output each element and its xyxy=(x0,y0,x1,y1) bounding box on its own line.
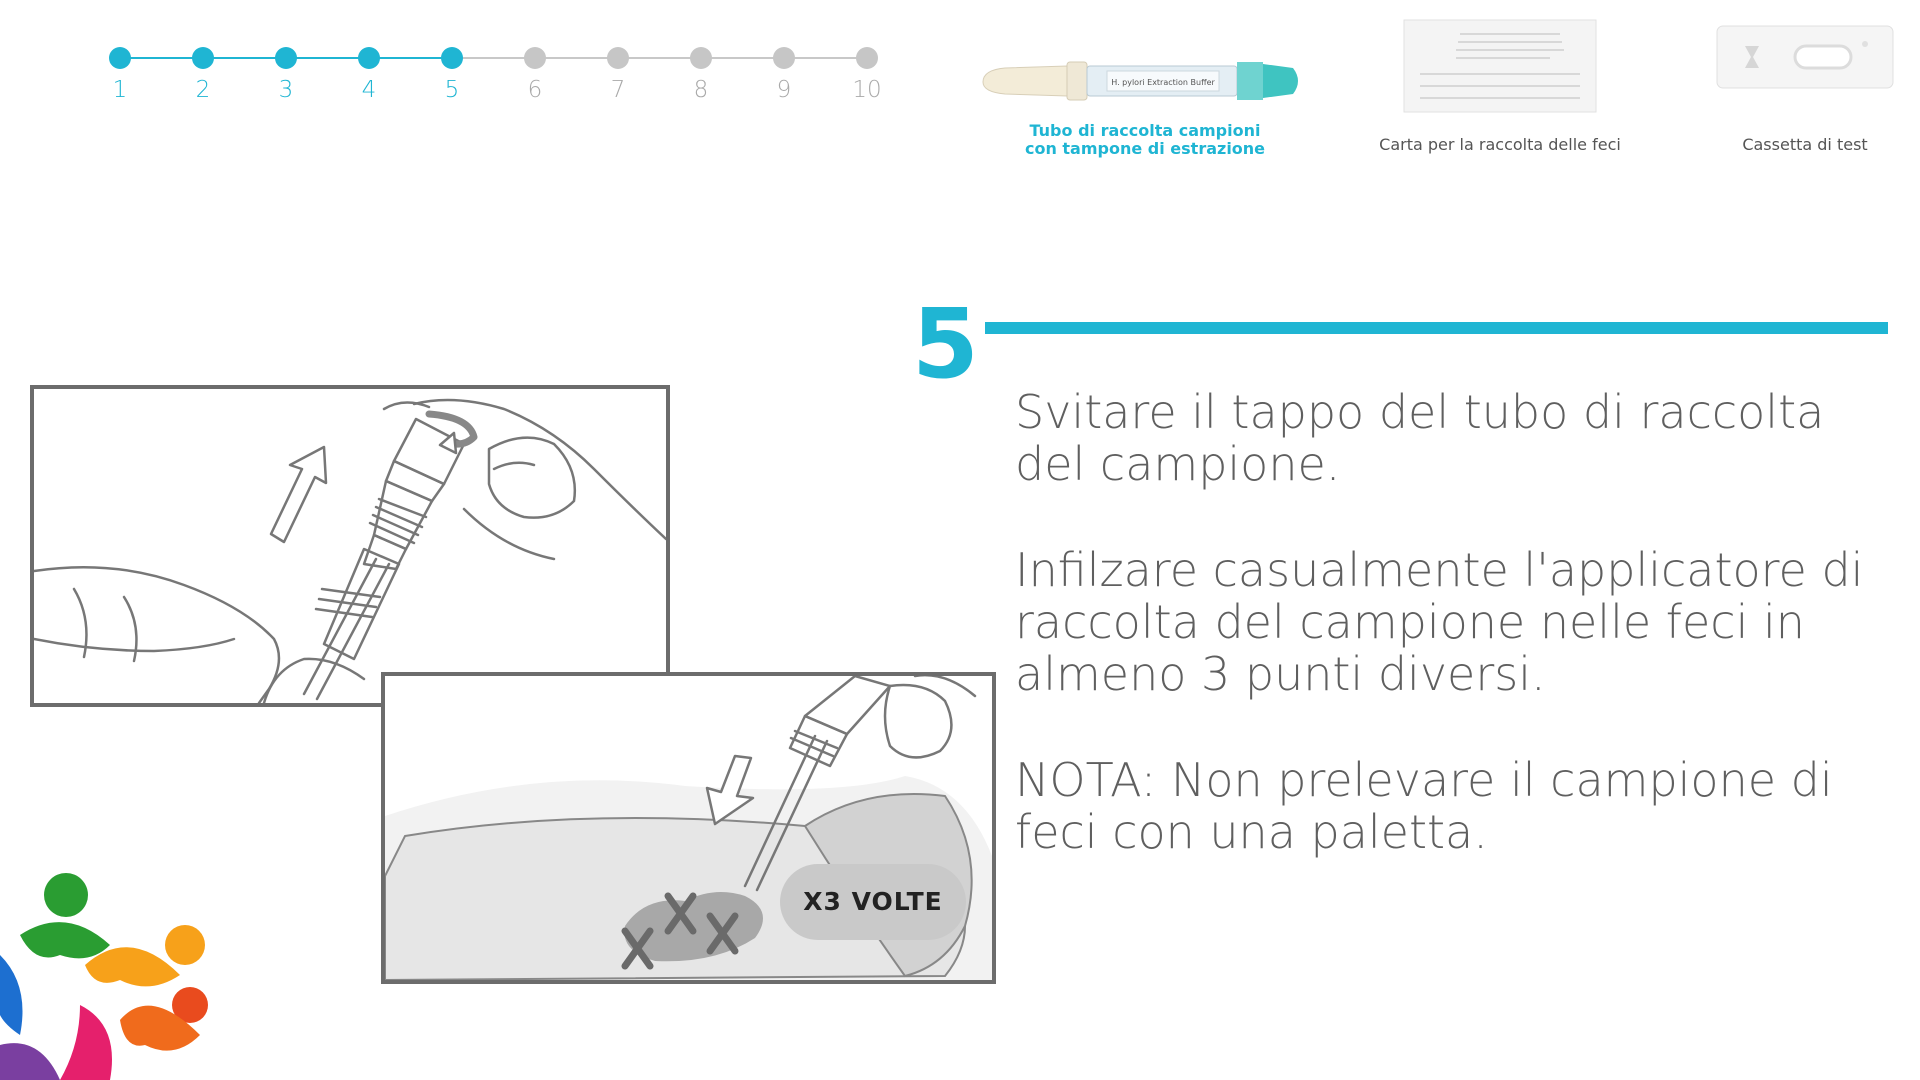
step-dot xyxy=(358,47,380,69)
instruction-text xyxy=(1015,386,1895,912)
step-4[interactable] xyxy=(339,42,399,103)
step-dot xyxy=(275,47,297,69)
step-number-label: 9 xyxy=(776,77,792,103)
sample-tube-icon xyxy=(975,48,1315,108)
tube-label-text: H. pylori Extraction Buffer xyxy=(1111,78,1215,87)
step-10[interactable] xyxy=(837,42,897,103)
test-cassette-icon xyxy=(1715,24,1895,90)
step-number-label: 1 xyxy=(112,77,128,103)
instruction-paragraph: Svitare il tappo del tubo di raccolta del campione. xyxy=(1015,385,1825,491)
repeat-count-badge: X3 VOLTE xyxy=(780,864,966,940)
step-number-label: 4 xyxy=(361,77,377,103)
step-9[interactable] xyxy=(754,42,814,103)
step-number-label: 3 xyxy=(278,77,294,103)
step-dot xyxy=(773,47,795,69)
kit-item-test-cassette[interactable] xyxy=(1700,24,1910,154)
kit-item-label: Carta per la raccolta delle feci xyxy=(1379,135,1621,154)
step-6[interactable] xyxy=(505,42,565,103)
step-dot xyxy=(109,47,131,69)
kit-item-sample-tube[interactable] xyxy=(955,48,1335,158)
kit-item-label: Tubo di raccolta campioni con tampone di estrazione xyxy=(1024,121,1266,158)
illustration-unscrew-cap xyxy=(30,385,670,707)
step-number-label: 10 xyxy=(852,77,882,103)
collection-paper-icon xyxy=(1400,16,1600,116)
step-heading-rule xyxy=(985,322,1888,334)
step-number-label: 2 xyxy=(195,77,211,103)
step-dot xyxy=(607,47,629,69)
instruction-note: NOTA: Non prelevare il campione di feci con una paletta. xyxy=(1015,753,1833,859)
step-number-label: 5 xyxy=(444,77,460,103)
step-3[interactable] xyxy=(256,42,316,103)
progress-stepper xyxy=(96,42,896,112)
step-dot xyxy=(524,47,546,69)
step-number-label: 8 xyxy=(693,77,709,103)
kit-item-label: Cassetta di test xyxy=(1742,135,1868,154)
step-1[interactable] xyxy=(90,42,150,103)
step-dot xyxy=(192,47,214,69)
step-5[interactable] xyxy=(422,42,482,103)
step-heading-number: 5 xyxy=(912,288,979,400)
kit-item-collection-paper[interactable] xyxy=(1355,16,1645,154)
step-dot xyxy=(856,47,878,69)
unscrew-cap-drawing xyxy=(34,389,666,703)
instruction-paragraph: Infilzare casualmente l'applicatore di raccolta del campione nelle feci in almeno 3 punti diversi. xyxy=(1015,543,1864,701)
step-dot xyxy=(441,47,463,69)
organization-logo xyxy=(0,855,225,1080)
step-7[interactable] xyxy=(588,42,648,103)
step-2[interactable] xyxy=(173,42,233,103)
step-number-label: 6 xyxy=(527,77,543,103)
step-dot xyxy=(690,47,712,69)
step-8[interactable] xyxy=(671,42,731,103)
step-number-label: 7 xyxy=(610,77,626,103)
